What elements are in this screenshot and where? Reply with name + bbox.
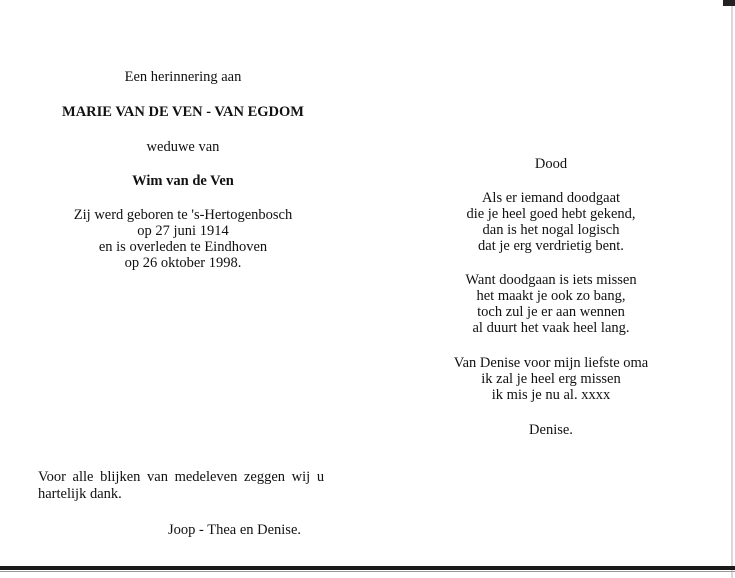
poem-stanza-2: [420, 272, 682, 336]
poem-line: ik zal je heel erg missen: [481, 371, 621, 387]
family-signature: Joop - Thea en Denise.: [168, 522, 302, 538]
poem-line: al duurt het vaak heel lang.: [472, 320, 630, 336]
poem-title: Dood: [534, 156, 568, 172]
poem-line: dan is het nogal logisch: [482, 222, 620, 238]
card-edge-bottom: [0, 566, 735, 570]
poem-line: Van Denise voor mijn liefste oma: [453, 355, 649, 371]
birth-date: op 27 juni 1914: [137, 223, 229, 239]
poem-stanza-1: [420, 190, 682, 254]
poem-line: ik mis je nu al. xxxx: [491, 387, 611, 403]
deceased-name-block: [38, 104, 328, 120]
thanks-line-1: Voor alle blijken van medeleven zeggen wij u: [38, 469, 325, 485]
poem-line: toch zul je er aan wennen: [477, 304, 625, 320]
thanks-block: [38, 469, 338, 503]
spouse-name: Wim van de Ven: [132, 173, 234, 189]
card-edge-bottom-shadow: [0, 571, 735, 572]
poem-stanza-3: [420, 355, 682, 403]
poem-author: Denise.: [529, 422, 573, 438]
thanks-line-2: hartelijk dank.: [38, 486, 122, 502]
card-corner-mark: [723, 0, 735, 6]
poem-line: Want doodgaan is iets missen: [465, 272, 637, 288]
birth-place: Zij werd geboren te 's-Hertogenbosch: [73, 207, 293, 223]
life-details: [38, 207, 328, 271]
deceased-name: MARIE VAN DE VEN - VAN EGDOM: [62, 104, 304, 120]
relation-block: [38, 139, 328, 155]
card-edge-right: [731, 0, 733, 578]
relation-text: weduwe van: [146, 139, 220, 155]
poem-line: Als er iemand doodgaat: [481, 190, 621, 206]
death-place: en is overleden te Eindhoven: [98, 239, 268, 255]
poem-line: die je heel goed hebt gekend,: [466, 206, 636, 222]
intro-line: Een herinnering aan: [124, 69, 242, 85]
death-date: op 26 oktober 1998.: [124, 255, 242, 271]
poem-author-block: [420, 422, 682, 438]
spouse-block: [38, 173, 328, 189]
poem-line: het maakt je ook zo bang,: [476, 288, 626, 304]
poem-line: dat je erg verdrietig bent.: [478, 238, 624, 254]
intro-text: [38, 69, 328, 85]
poem-title-block: [420, 156, 682, 172]
